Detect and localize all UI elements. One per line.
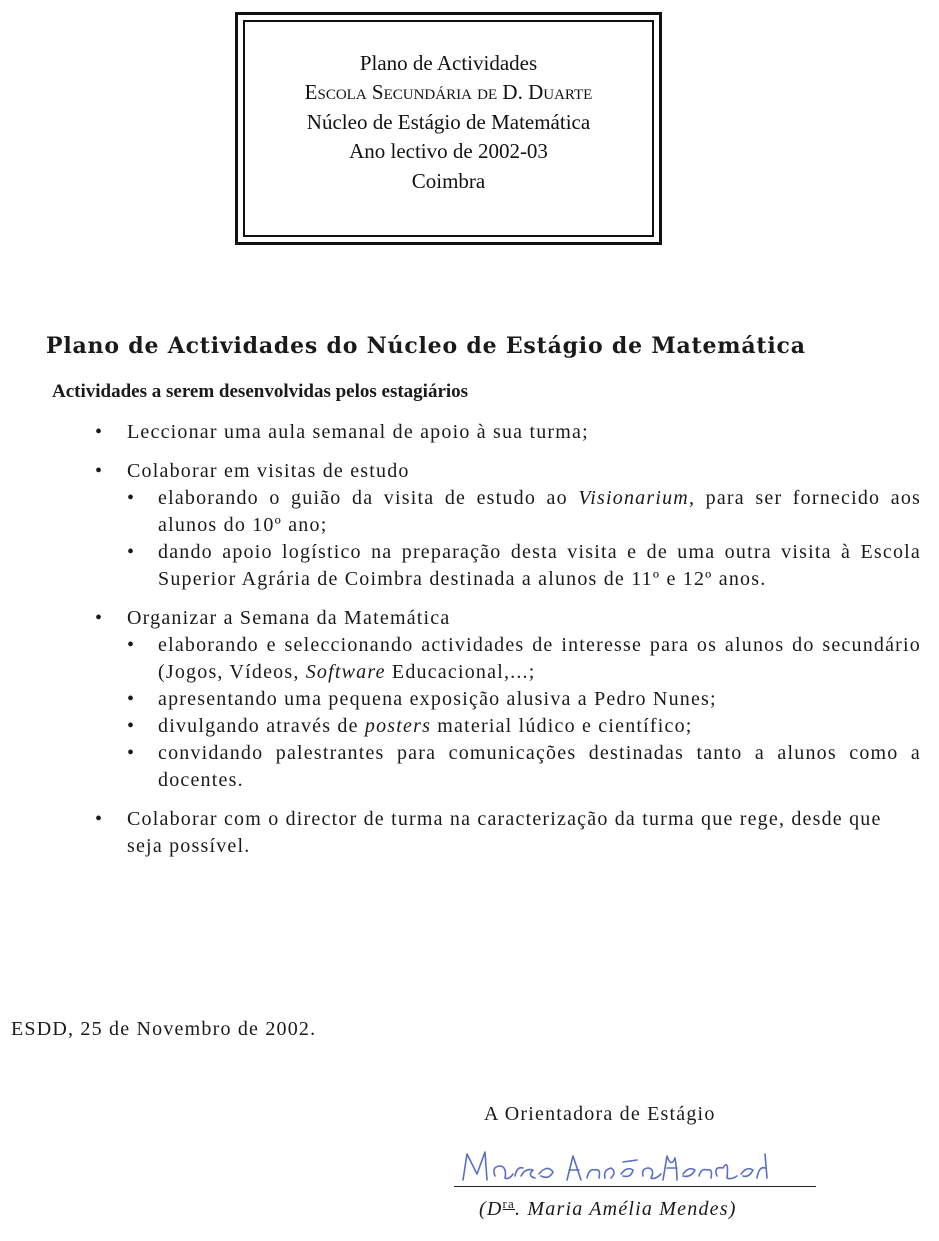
sub-activity-text: convidando palestrantes para comunicações destinadas tanto a alunos como a docentes. xyxy=(158,742,921,791)
sub-activity-item xyxy=(127,485,921,539)
header-plan-title: Plano de Actividades xyxy=(359,50,538,75)
activity-item xyxy=(95,806,921,860)
handwritten-signature xyxy=(455,1140,785,1190)
bullet-icon: • xyxy=(127,688,136,710)
place-date: ESDD, 25 de Novembro de 2002. xyxy=(11,1018,317,1040)
activity-item xyxy=(95,419,921,446)
activity-item xyxy=(95,605,921,794)
signer-name xyxy=(479,1196,737,1221)
sub-activity-text: material lúdico e científico; xyxy=(431,715,693,737)
header-box xyxy=(235,12,662,245)
section-subtitle: Actividades a serem desenvolvidas pelos estagiários xyxy=(52,381,469,402)
header-inner-frame xyxy=(243,20,654,237)
sub-activity-item xyxy=(127,632,921,686)
activity-sublist xyxy=(127,632,921,794)
bullet-icon: • xyxy=(95,607,104,629)
sub-activity-item xyxy=(127,713,921,740)
header-school-name: Escola Secundária de D. Duarte xyxy=(304,80,593,105)
bullet-icon: • xyxy=(127,715,136,737)
signer-title-superscript: ra xyxy=(502,1196,516,1211)
sub-activity-item xyxy=(127,686,921,713)
activity-sublist xyxy=(127,485,921,593)
signer-role: A Orientadora de Estágio xyxy=(484,1103,716,1125)
sub-activity-item xyxy=(127,539,921,593)
sub-activity-text: , para ser fornecido aos alunos do 10º ano; xyxy=(158,487,922,536)
sub-activity-text: divulgando através de xyxy=(158,715,365,737)
activity-item xyxy=(95,458,921,593)
bullet-icon: • xyxy=(95,460,104,482)
activities-list xyxy=(95,419,921,872)
activity-text: Colaborar em visitas de estudo xyxy=(127,460,410,482)
signer-open: (D xyxy=(479,1198,503,1220)
bullet-icon: • xyxy=(127,541,136,563)
sub-activity-text: Educacional,...; xyxy=(385,661,536,683)
signer-fullname: . Maria Amélia Mendes) xyxy=(515,1198,737,1220)
bullet-icon: • xyxy=(95,808,104,830)
activity-text: Organizar a Semana da Matemática xyxy=(127,607,451,629)
emphasis-text: posters xyxy=(364,715,432,737)
sub-activity-text: elaborando o guião da visita de estudo ao xyxy=(158,487,579,509)
bullet-icon: • xyxy=(127,742,136,764)
sub-activity-text: apresentando uma pequena exposição alusiva a Pedro Nunes; xyxy=(158,688,717,710)
sub-activity-text: dando apoio logístico na preparação desta visita e de uma outra visita à Escola Superior Agrária de Coimbra destinada a alunos de 11º e 12º anos. xyxy=(158,541,921,590)
sub-activity-text: elaborando e seleccionando actividades de interesse para os alunos do secundário (Jogos, Vídeos, xyxy=(158,634,921,683)
bullet-icon: • xyxy=(127,487,136,509)
sub-activity-item xyxy=(127,740,921,794)
activity-text: Colaborar com o director de turma na caracterização da turma que rege, desde que seja possível. xyxy=(127,808,882,857)
signature-line xyxy=(454,1186,816,1187)
emphasis-text: Software xyxy=(305,661,386,683)
header-nucleus: Núcleo de Estágio de Matemática xyxy=(306,109,591,134)
emphasis-text: Visionarium xyxy=(578,487,689,509)
page-title: Plano de Actividades do Núcleo de Estágio de Matemática xyxy=(46,333,806,359)
bullet-icon: • xyxy=(95,421,104,443)
bullet-icon: • xyxy=(127,634,136,656)
header-city: Coimbra xyxy=(411,168,486,193)
activity-text: Leccionar uma aula semanal de apoio à sua turma; xyxy=(127,421,589,443)
header-school-year: Ano lectivo de 2002-03 xyxy=(349,139,548,164)
